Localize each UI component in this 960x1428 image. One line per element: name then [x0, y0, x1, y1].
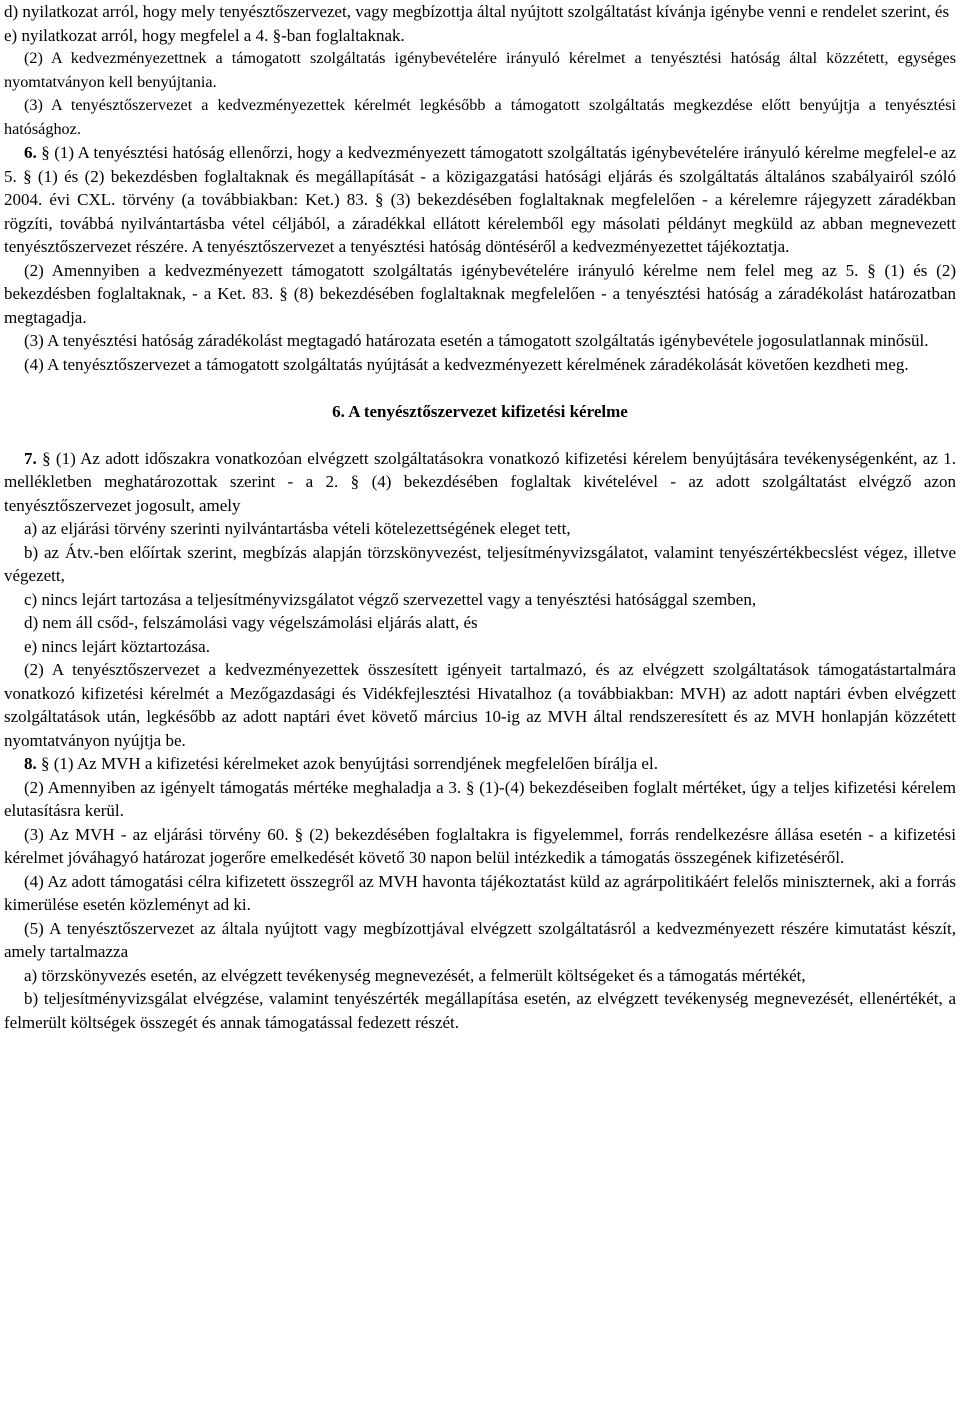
list-item-5a: a) törzskönyvezés esetén, az elvégzett tevékenység megnevezését, a felmerült költségeket és a támogatás mértékét,	[24, 965, 806, 985]
paragraph-6-3: (3) A tenyésztési hatóság záradékolást megtagadó határozata esetén a támogatott szolgáltatás igénybevétele jogosulatlannak minősül.	[24, 331, 929, 350]
list-item-a: a) az eljárási törvény szerinti nyilvántartásba vételi kötelezettségének eleget tett,	[24, 519, 571, 538]
list-item-d: d) nem áll csőd-, felszámolási vagy végelszámolási eljárás alatt, és	[24, 613, 478, 632]
paragraph-e: e) nyilatkozat arról, hogy megfelel a 4. §-ban foglaltaknak.	[4, 25, 405, 45]
list-item-5b: b) teljesítményvizsgálat elvégzése, valamint tenyészérték megállapítása esetén, az elvégzett tevékenység megnevezését, ellenértékét, a felmerült költségek összegét és annak támogatással fedezett részét.	[4, 989, 956, 1032]
paragraph-d: d) nyilatkozat arról, hogy mely tenyésztőszervezet, vagy megbízottja által nyújtott szolgáltatást kívánja igénybe venni e rendelet szerint, és	[4, 2, 950, 21]
spacer	[4, 423, 956, 447]
paragraph-8-1	[4, 752, 956, 776]
paragraph-6-1	[4, 141, 956, 259]
paragraph-6-2: (2) Amennyiben a kedvezményezett támogatott szolgáltatás igénybevételére irányuló kérelme nem felel meg az 5. § (1) és (2) bekezdésben foglaltaknak, - a Ket. 83. § (8) bekezdésében foglaltaknak megfelelően - a tenyésztési hatóság a záradékolást határozatban megtagadja.	[4, 260, 956, 327]
paragraph-7-1	[4, 447, 956, 518]
paragraph-8-3: (3) Az MVH - az eljárási törvény 60. § (2) bekezdésében foglaltakra is figyelemmel, forrás rendelkezésre állása esetén - a kifizetési kérelmet jóváhagyó határozat jogerőre emelkedését követő 30 napon belül intézkedik a támogatás összegének kifizetéséről.	[4, 824, 956, 867]
paragraph-6-1-text: § (1) A tenyésztési hatóság ellenőrzi, hogy a kedvezményezett támogatott szolgáltatás igénybevételére irányuló kérelme megfelel-e az 5. § (1) és (2) bekezdésben foglaltaknak és megállapítását - a közigazgatási hatósági eljárás és szolgáltatás általános szabályairól szóló 2004. évi CXL. törvény (a továbbiakban: Ket.) 83. § (3) bekezdésében foglaltaknak megfelelően - a kérelemre rájegyzett záradékban rögzíti, továbbá nyilvántartásba vétel céljából, a záradékkal ellátott kérelemből egy másolati példányt megküld az abban megnevezett tenyésztőszervezet részére. A tenyésztőszervezet a tenyésztési hatóság döntéséről a kedvezményezettet tájékoztatja.	[4, 143, 956, 256]
paragraph-8-2: (2) Amennyiben az igényelt támogatás mértéke meghaladja a 3. § (1)-(4) bekezdéseiben foglalt mértéket, úgy a teljes kifizetési kérelem elutasításra kerül.	[4, 777, 956, 820]
list-item-c: c) nincs lejárt tartozása a teljesítményvizsgálatot végző szervezettel vagy a tenyésztési hatósággal szemben,	[24, 589, 757, 609]
section-number-7: 7.	[24, 448, 37, 468]
list-item-b: b) az Átv.-ben előírtak szerint, megbízás alapján törzskönyvezést, teljesítményvizsgálatot, valamint tenyészértékbecslést végez, illetve végezett,	[4, 542, 956, 585]
paragraph-7-1-text: § (1) Az adott időszakra vonatkozóan elvégzett szolgáltatásokra vonatkozó kifizetési kérelem benyújtására tevékenységenként, az 1. mellékletben meghatározottak szerint - a 2. § (4) bekezdésében foglaltak kivételével - az adott szolgáltatást elvégző azon tenyésztőszervezet jogosult, amely	[4, 448, 956, 515]
paragraph-8-1-text: § (1) Az MVH a kifizetési kérelmeket azok benyújtási sorrendjének megfelelően bírálja el.	[36, 754, 658, 773]
paragraph-6-4: (4) A tenyésztőszervezet a támogatott szolgáltatás nyújtását a kedvezményezett kérelmének záradékolását követően kezdheti meg.	[24, 354, 909, 374]
document-page	[4, 0, 956, 1034]
paragraph-5-2: (2) A kedvezményezettnek a támogatott szolgáltatás igénybevételére irányuló kérelmet a tenyésztési hatóság által közzétett, egységes nyomtatványon kell benyújtania.	[4, 49, 956, 91]
paragraph-7-2: (2) A tenyésztőszervezet a kedvezményezettek összesített igényeit tartalmazó, és az elvégzett szolgáltatások támogatástartalmára vonatkozó kifizetési kérelmét a Mezőgazdasági és Vidékfejlesztési Hivatalhoz (a továbbiakban: MVH) az adott naptári évben elvégzett szolgáltatások után, legkésőbb az adott naptári évet követő március 10-ig az MVH által rendszeresített és az MVH honlapján közzétett nyomtatványon nyújtja be.	[4, 660, 956, 750]
spacer	[4, 376, 956, 400]
paragraph-8-4: (4) Az adott támogatási célra kifizetett összegről az MVH havonta tájékoztatást küld az agrárpolitikáért felelős miniszternek, aki a forrás kimerülése esetén közleményt ad ki.	[4, 871, 956, 914]
section-number-8: 8.	[24, 754, 37, 773]
section-number-6: 6.	[24, 143, 37, 162]
paragraph-8-5: (5) A tenyésztőszervezet az általa nyújtott vagy megbízottjával elvégzett szolgáltatásról a kedvezményezett részére kimutatást készít, amely tartalmazza	[4, 918, 956, 961]
list-item-e: e) nincs lejárt köztartozása.	[24, 636, 210, 656]
section-heading: 6. A tenyésztőszervezet kifizetési kérelme	[332, 401, 628, 421]
paragraph-5-3: (3) A tenyésztőszervezet a kedvezményezettek kérelmét legkésőbb a támogatott szolgáltatás megkezdése előtt benyújtja a tenyésztési hatósághoz.	[4, 96, 956, 138]
